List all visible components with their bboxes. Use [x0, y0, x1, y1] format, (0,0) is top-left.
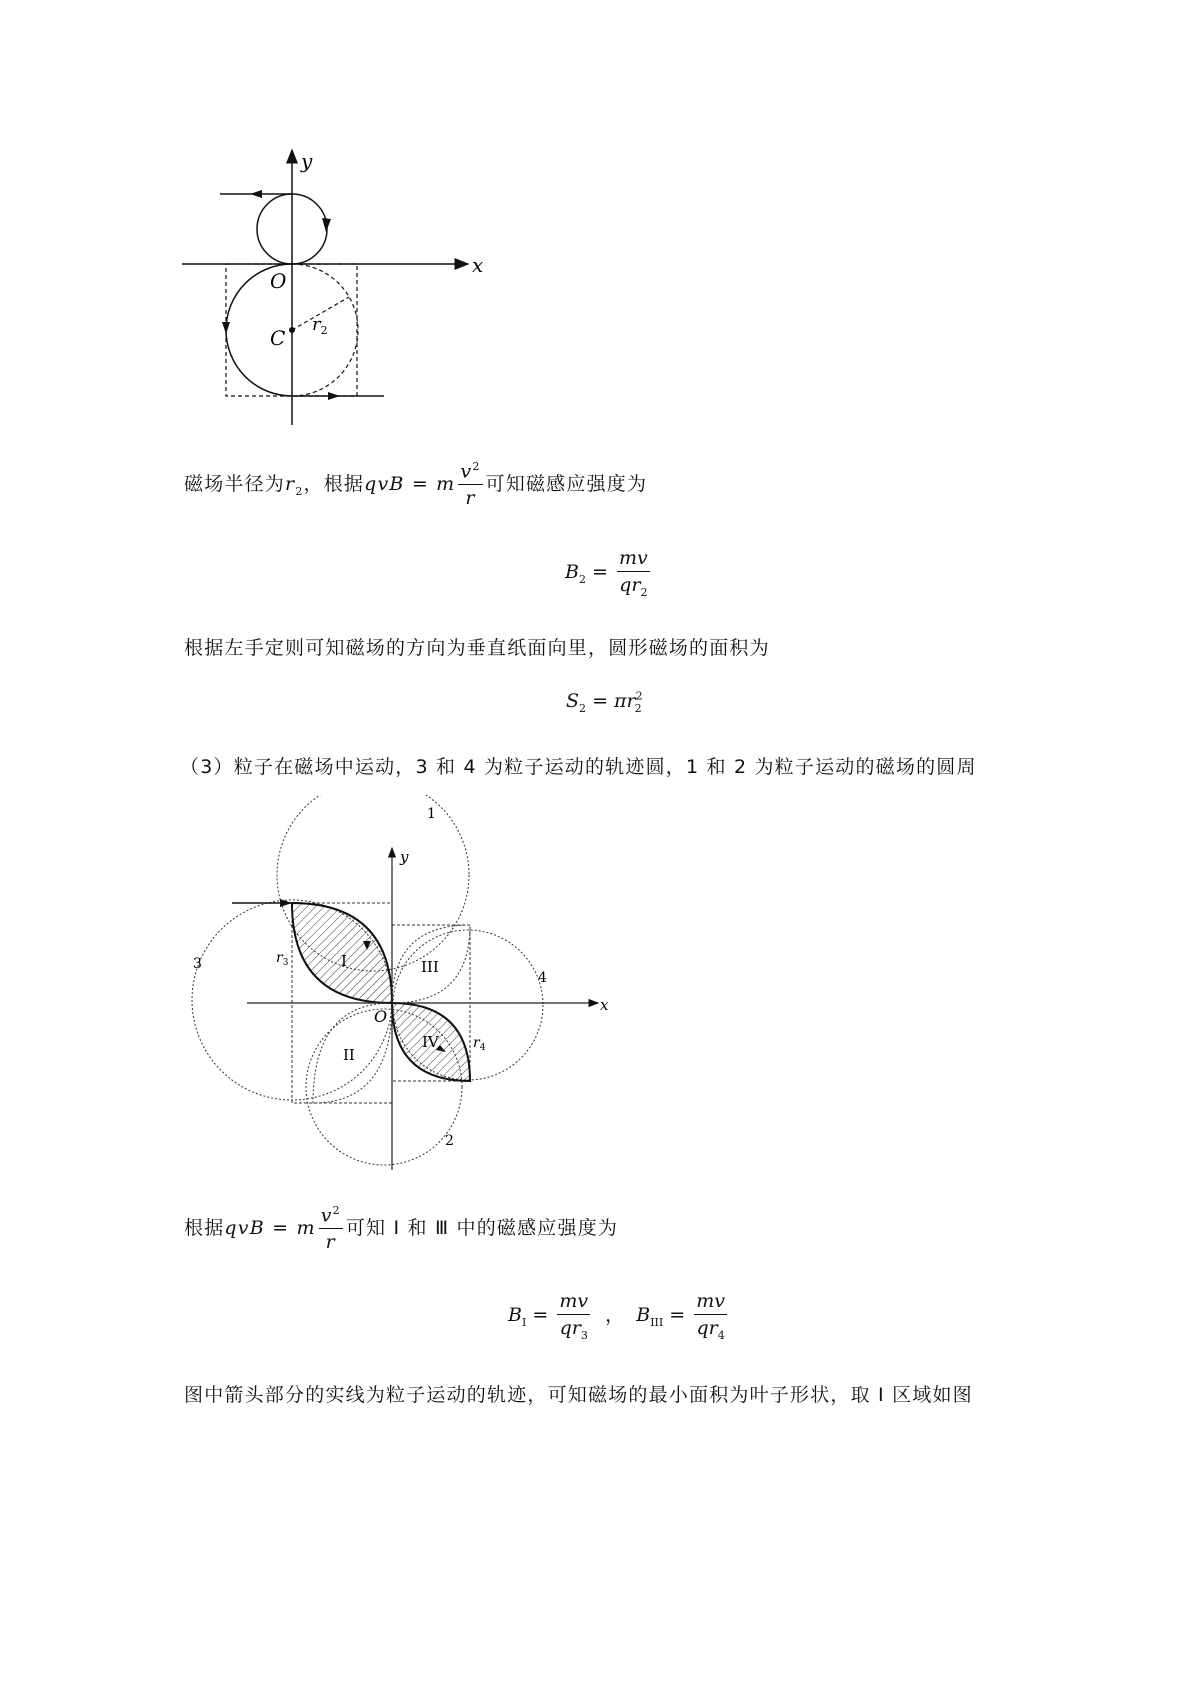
y-axis-label: y — [400, 848, 409, 866]
x-axis-label: x — [472, 253, 484, 277]
b3-symbol: $B_{III}$ — [636, 1303, 664, 1329]
equals-sign: = — [592, 560, 608, 583]
fraction-mv-over-qr2: $\frac{mv}{qr_2}$ — [618, 547, 648, 599]
fraction-v2-over-r: $\frac{v^2}{r}$ — [320, 1204, 341, 1254]
separator: ， — [605, 1303, 625, 1326]
region-label-II: II — [343, 1046, 355, 1064]
region-label-III: III — [421, 958, 439, 976]
text-span: 可知磁感应强度为 — [485, 473, 648, 496]
region-label-I: I — [341, 952, 347, 970]
fraction-mv-over-qr4: $\frac{mv}{qr_4}$ — [696, 1290, 726, 1342]
y-axis-label: y — [301, 149, 313, 173]
b1-symbol: $B_I$ — [508, 1303, 527, 1329]
b2-symbol: $B_2$ — [565, 560, 586, 586]
fraction-v2-over-r: $\frac{v^2}{r}$ — [460, 460, 481, 510]
s2-symbol: $S_2$ — [566, 690, 587, 716]
paragraph-minimum-area: 图中箭头部分的实线为粒子运动的轨迹，可知磁场的最小面积为叶子形状，取 Ⅰ 区域如图 — [184, 1384, 973, 1406]
figure-1-diagram — [180, 140, 500, 430]
arrowhead — [322, 218, 331, 232]
text-span: ，根据 — [303, 473, 365, 496]
formula-lhs: qvB = m — [364, 473, 456, 496]
radius-label: $r_2$ — [312, 314, 328, 337]
equation-s2 — [566, 690, 642, 715]
x-axis-label: x — [600, 996, 609, 1014]
origin-label: O — [270, 269, 287, 293]
r3-label: $r_3$ — [276, 950, 289, 968]
paragraph-left-hand-rule: 根据左手定则可知磁场的方向为垂直纸面向里，圆形磁场的面积为 — [184, 637, 770, 659]
circle-label-1: 1 — [427, 806, 436, 822]
text-span: 可知 Ⅰ 和 Ⅲ 中的磁感应强度为 — [345, 1217, 619, 1240]
r4-label: $r_4$ — [473, 1035, 486, 1053]
text-span: 磁场半径为 — [184, 473, 286, 496]
area-rhs: = $\pi r^2_2$ — [592, 690, 643, 716]
arrowhead — [250, 190, 262, 198]
center-label: C — [270, 326, 286, 350]
arrowhead — [222, 322, 230, 334]
formula-lhs: qvB = m — [224, 1217, 316, 1240]
circle-label-4: 4 — [538, 970, 547, 986]
arrowhead — [328, 392, 340, 400]
equation-b1-b3: $B_I$ = $\frac{mv}{qr_3}$ ， $B_{III}$ = $\frac{mv}{qr_4}$ — [508, 1290, 726, 1342]
paragraph-field-strength — [184, 1204, 618, 1253]
paragraph-magnetic-radius — [184, 460, 647, 509]
figure-2-diagram — [180, 795, 630, 1180]
fraction-mv-over-qr3: $\frac{mv}{qr_3}$ — [559, 1290, 589, 1342]
text-span: 根据 — [184, 1217, 225, 1240]
circle-label-3: 3 — [193, 956, 202, 972]
circle-label-2: 2 — [445, 1133, 454, 1149]
equation-b2 — [565, 547, 653, 599]
paragraph-part-3: （3）粒子在磁场中运动，3 和 4 为粒子运动的轨迹圆，1 和 2 为粒子运动的磁场的圆周 — [180, 756, 977, 778]
r2-symbol: $r_2$ — [285, 473, 304, 498]
region-label-IV: IV — [422, 1033, 439, 1051]
origin-label: O — [374, 1007, 388, 1026]
